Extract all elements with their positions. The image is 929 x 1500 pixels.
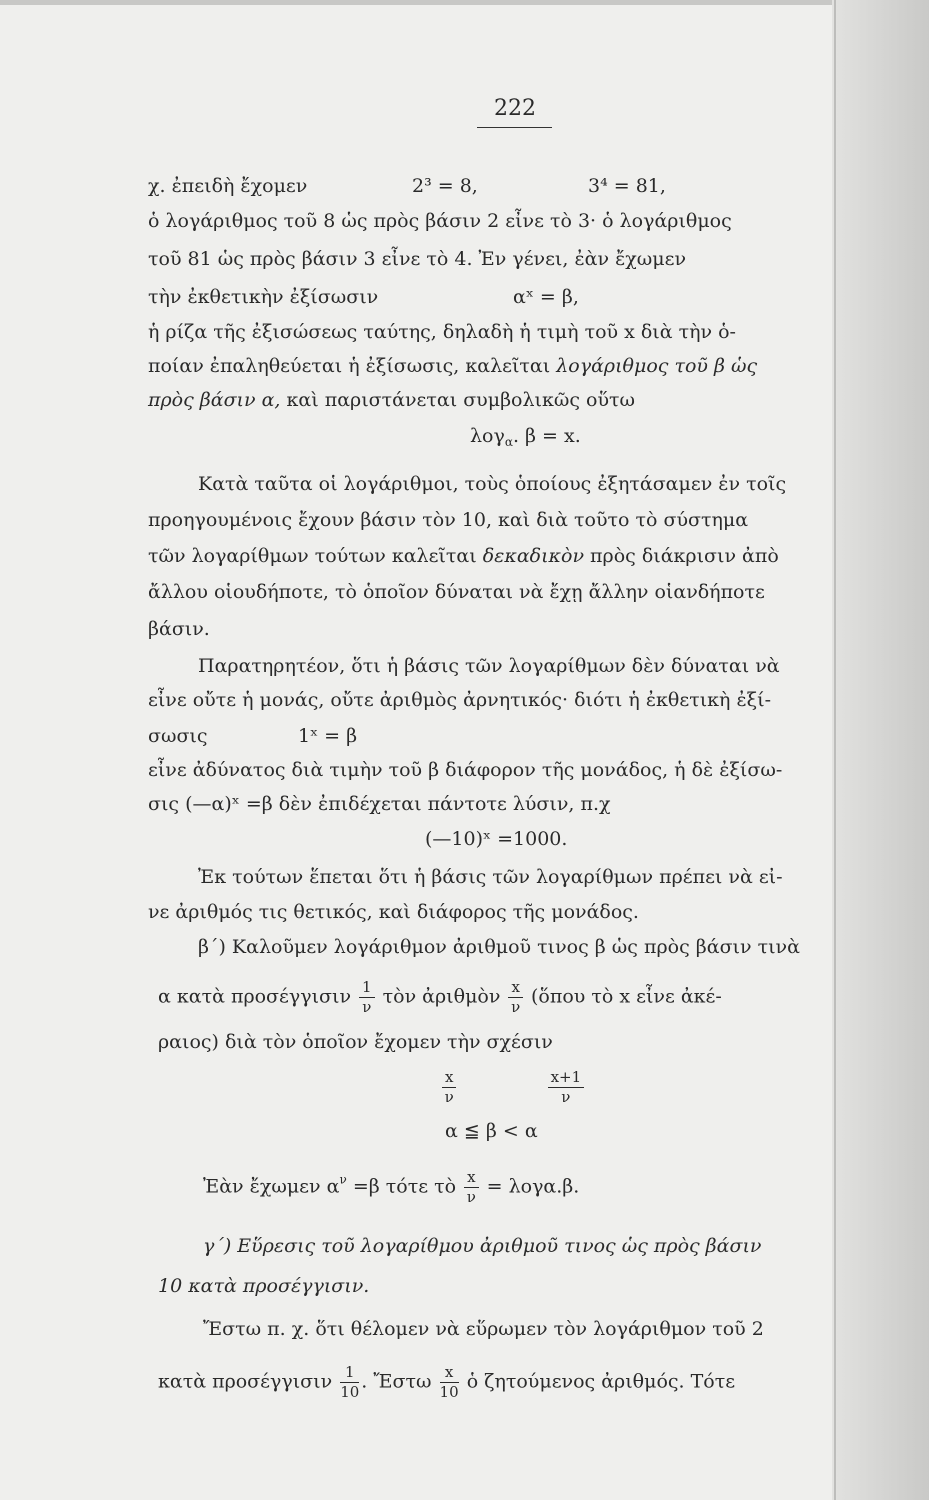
section-heading-cont: 10 κατὰ προσέγγισιν. — [158, 1275, 370, 1297]
line-27-text-a: Ἐὰν ἔχωμεν — [203, 1175, 321, 1198]
text-line-23 — [158, 980, 722, 1015]
equation-3-fourth: 3⁴ = 81, — [588, 175, 666, 197]
text-line-6 — [148, 357, 757, 376]
nu-exponent: ν — [339, 1172, 347, 1187]
line-27-text-d: = λογα.β. — [486, 1175, 580, 1198]
line-11-text-c: πρὸς διάκρισιν ἀπὸ — [590, 545, 779, 567]
text-line-22: β΄) Καλοῦμεν λογάριθμον ἀριθμοῦ τινος β ὡς πρὸς βάσιν τινὰ — [198, 936, 800, 958]
text-line-7 — [148, 391, 635, 410]
text-line-31 — [158, 1365, 735, 1400]
text-line-9: Κατὰ ταῦτα οἱ λογάριθμοι, τοὺς ὁποίους ἐξητάσαμεν ἐν τοῖς — [198, 473, 787, 495]
text-line-15: εἶνε οὔτε ἡ μονάς, οὔτε ἀριθμὸς ἀρνητικός· διότι ἡ ἐκθετικὴ ἐξί- — [148, 689, 771, 711]
log-definition-formula — [470, 427, 581, 448]
text-line-3: τοῦ 81 ὡς πρὸς βάσιν 3 εἶνε τὸ 4. Ἐν γένει, ἐὰν ἔχωμεν — [148, 248, 687, 270]
text-line-5: ἡ ρίζα τῆς ἐξισώσεως ταύτης, δηλαδὴ ἡ τιμὴ τοῦ x διὰ τὴν ὁ- — [148, 321, 736, 343]
log-base-subscript: α — [504, 435, 513, 449]
fraction-x-over-ten: $\frac{x}{10}$ — [439, 1363, 459, 1401]
text-line-16 — [148, 725, 358, 747]
text-line-24: ραιος) διὰ τὸν ὁποῖον ἔχομεν τὴν σχέσιν — [158, 1031, 553, 1053]
line-23-text-b: τὸν ἀριθμὸν — [382, 985, 501, 1008]
line-7-text: καὶ παριστάνεται συμβολικῶς οὕτω — [286, 389, 636, 411]
line-4-text: τὴν ἐκθετικὴν ἐξίσωσιν — [148, 286, 379, 308]
exponential-equation: αˣ = β, — [513, 286, 579, 308]
line-31-text-b: . Ἔστω — [361, 1370, 432, 1393]
equation-one-power: 1ˣ = β — [298, 725, 358, 747]
line-1-text: χ. ἐπειδὴ ἔχομεν — [148, 175, 308, 197]
line-6-text: ποίαν ἐπαληθεύεται ἡ ἐξίσωσις, καλεῖται — [148, 355, 551, 377]
line-7-italic: πρὸς βάσιν α, — [148, 389, 281, 411]
text-line-14: Παρατηρητέον, ὅτι ἡ βάσις τῶν λογαρίθμων δὲν δύναται νὰ — [198, 655, 780, 677]
text-line-27 — [203, 1170, 579, 1205]
line-23-text-a: α κατὰ προσέγγισιν — [158, 985, 351, 1008]
definition-italic: λογάριθμος τοῦ β ὡς — [556, 355, 758, 377]
log-formula-rest: . β = x. — [512, 425, 581, 447]
text-line-17: εἶνε ἀδύνατος διὰ τιμὴν τοῦ β διάφορον τῆς μονάδος, ἡ δὲ ἐξίσω- — [148, 759, 783, 781]
text-line-11 — [148, 547, 779, 566]
binding-line — [834, 0, 836, 1500]
line-11-text-a: τῶν λογαρίθμων τούτων καλεῖται — [148, 545, 477, 567]
text-line-20: Ἐκ τούτων ἕπεται ὅτι ἡ βάσις τῶν λογαρίθμων πρέπει νὰ εἰ- — [198, 866, 783, 888]
line-31-text-a: κατὰ προσέγγισιν — [158, 1370, 333, 1393]
text-line-1 — [148, 175, 666, 197]
text-line-30: Ἔστω π. χ. ὅτι θέλομεν νὰ εὕρωμεν τὸν λογάριθμον τοῦ 2 — [203, 1318, 764, 1340]
page-number-rule — [477, 127, 552, 128]
log-symbol: λογ — [470, 425, 505, 447]
fraction-x-over-nu: $\frac{x}{\nu}$ — [508, 980, 522, 1015]
text-line-18: σις (—α)ˣ =β δὲν ἐπιδέχεται πάντοτε λύσιν, π.χ — [148, 793, 611, 815]
fraction-one-over-nu: $\frac{1}{\nu}$ — [359, 980, 375, 1015]
page-top-edge — [0, 0, 929, 5]
line-31-text-c: ὁ ζητούμενος ἀριθμός. Τότε — [466, 1370, 736, 1393]
fraction-one-over-ten: $\frac{1}{10}$ — [340, 1363, 360, 1401]
page-number: 222 — [494, 96, 536, 121]
text-line-10: προηγουμένοις ἔχουν βάσιν τὸν 10, καὶ διὰ τοῦτο τὸ σύστημα — [148, 509, 749, 531]
exponent-x-over-nu: $\frac{x}{\nu}$ — [442, 1070, 456, 1105]
line-16-text: σωσις — [148, 725, 208, 747]
adjacent-page-edge — [832, 0, 929, 1500]
text-line-2: ὁ λογάριθμος τοῦ 8 ὡς πρὸς βάσιν 2 εἶνε τὸ 3· ὁ λογάριθμος — [148, 210, 732, 232]
text-line-4 — [148, 286, 579, 308]
relation-exponents — [440, 1070, 586, 1105]
decimal-term-italic: δεκαδικὸν — [482, 545, 584, 567]
section-heading-gamma: γ΄) Εὕρεσις τοῦ λογαρίθμου ἀριθμοῦ τινος ὡς πρὸς βάσιν — [203, 1235, 762, 1257]
equation-2-cubed: 2³ = 8, — [412, 175, 478, 197]
text-line-12: ἄλλου οἱουδήποτε, τὸ ὁποῖον δύναται νὰ ἔχῃ ἄλλην οἱανδήποτε — [148, 581, 765, 603]
line-23-text-c: (ὅπου τὸ x εἶνε ἀκέ- — [530, 985, 722, 1008]
fraction-x-over-nu-result: $\frac{x}{\nu}$ — [464, 1170, 478, 1205]
text-line-13: βάσιν. — [148, 618, 210, 640]
text-line-21: νε ἀριθμός τις θετικός, καὶ διάφορος τῆς μονάδος. — [148, 901, 639, 923]
line-27-text-c: =β τότε τὸ — [352, 1175, 457, 1198]
relation-inequality: α ≦ β < α — [445, 1120, 538, 1142]
alpha-base: α — [326, 1175, 340, 1198]
example-equation: (—10)ˣ =1000. — [425, 828, 568, 850]
exponent-x-plus-1-over-nu: $\frac{x+1}{\nu}$ — [548, 1070, 585, 1105]
